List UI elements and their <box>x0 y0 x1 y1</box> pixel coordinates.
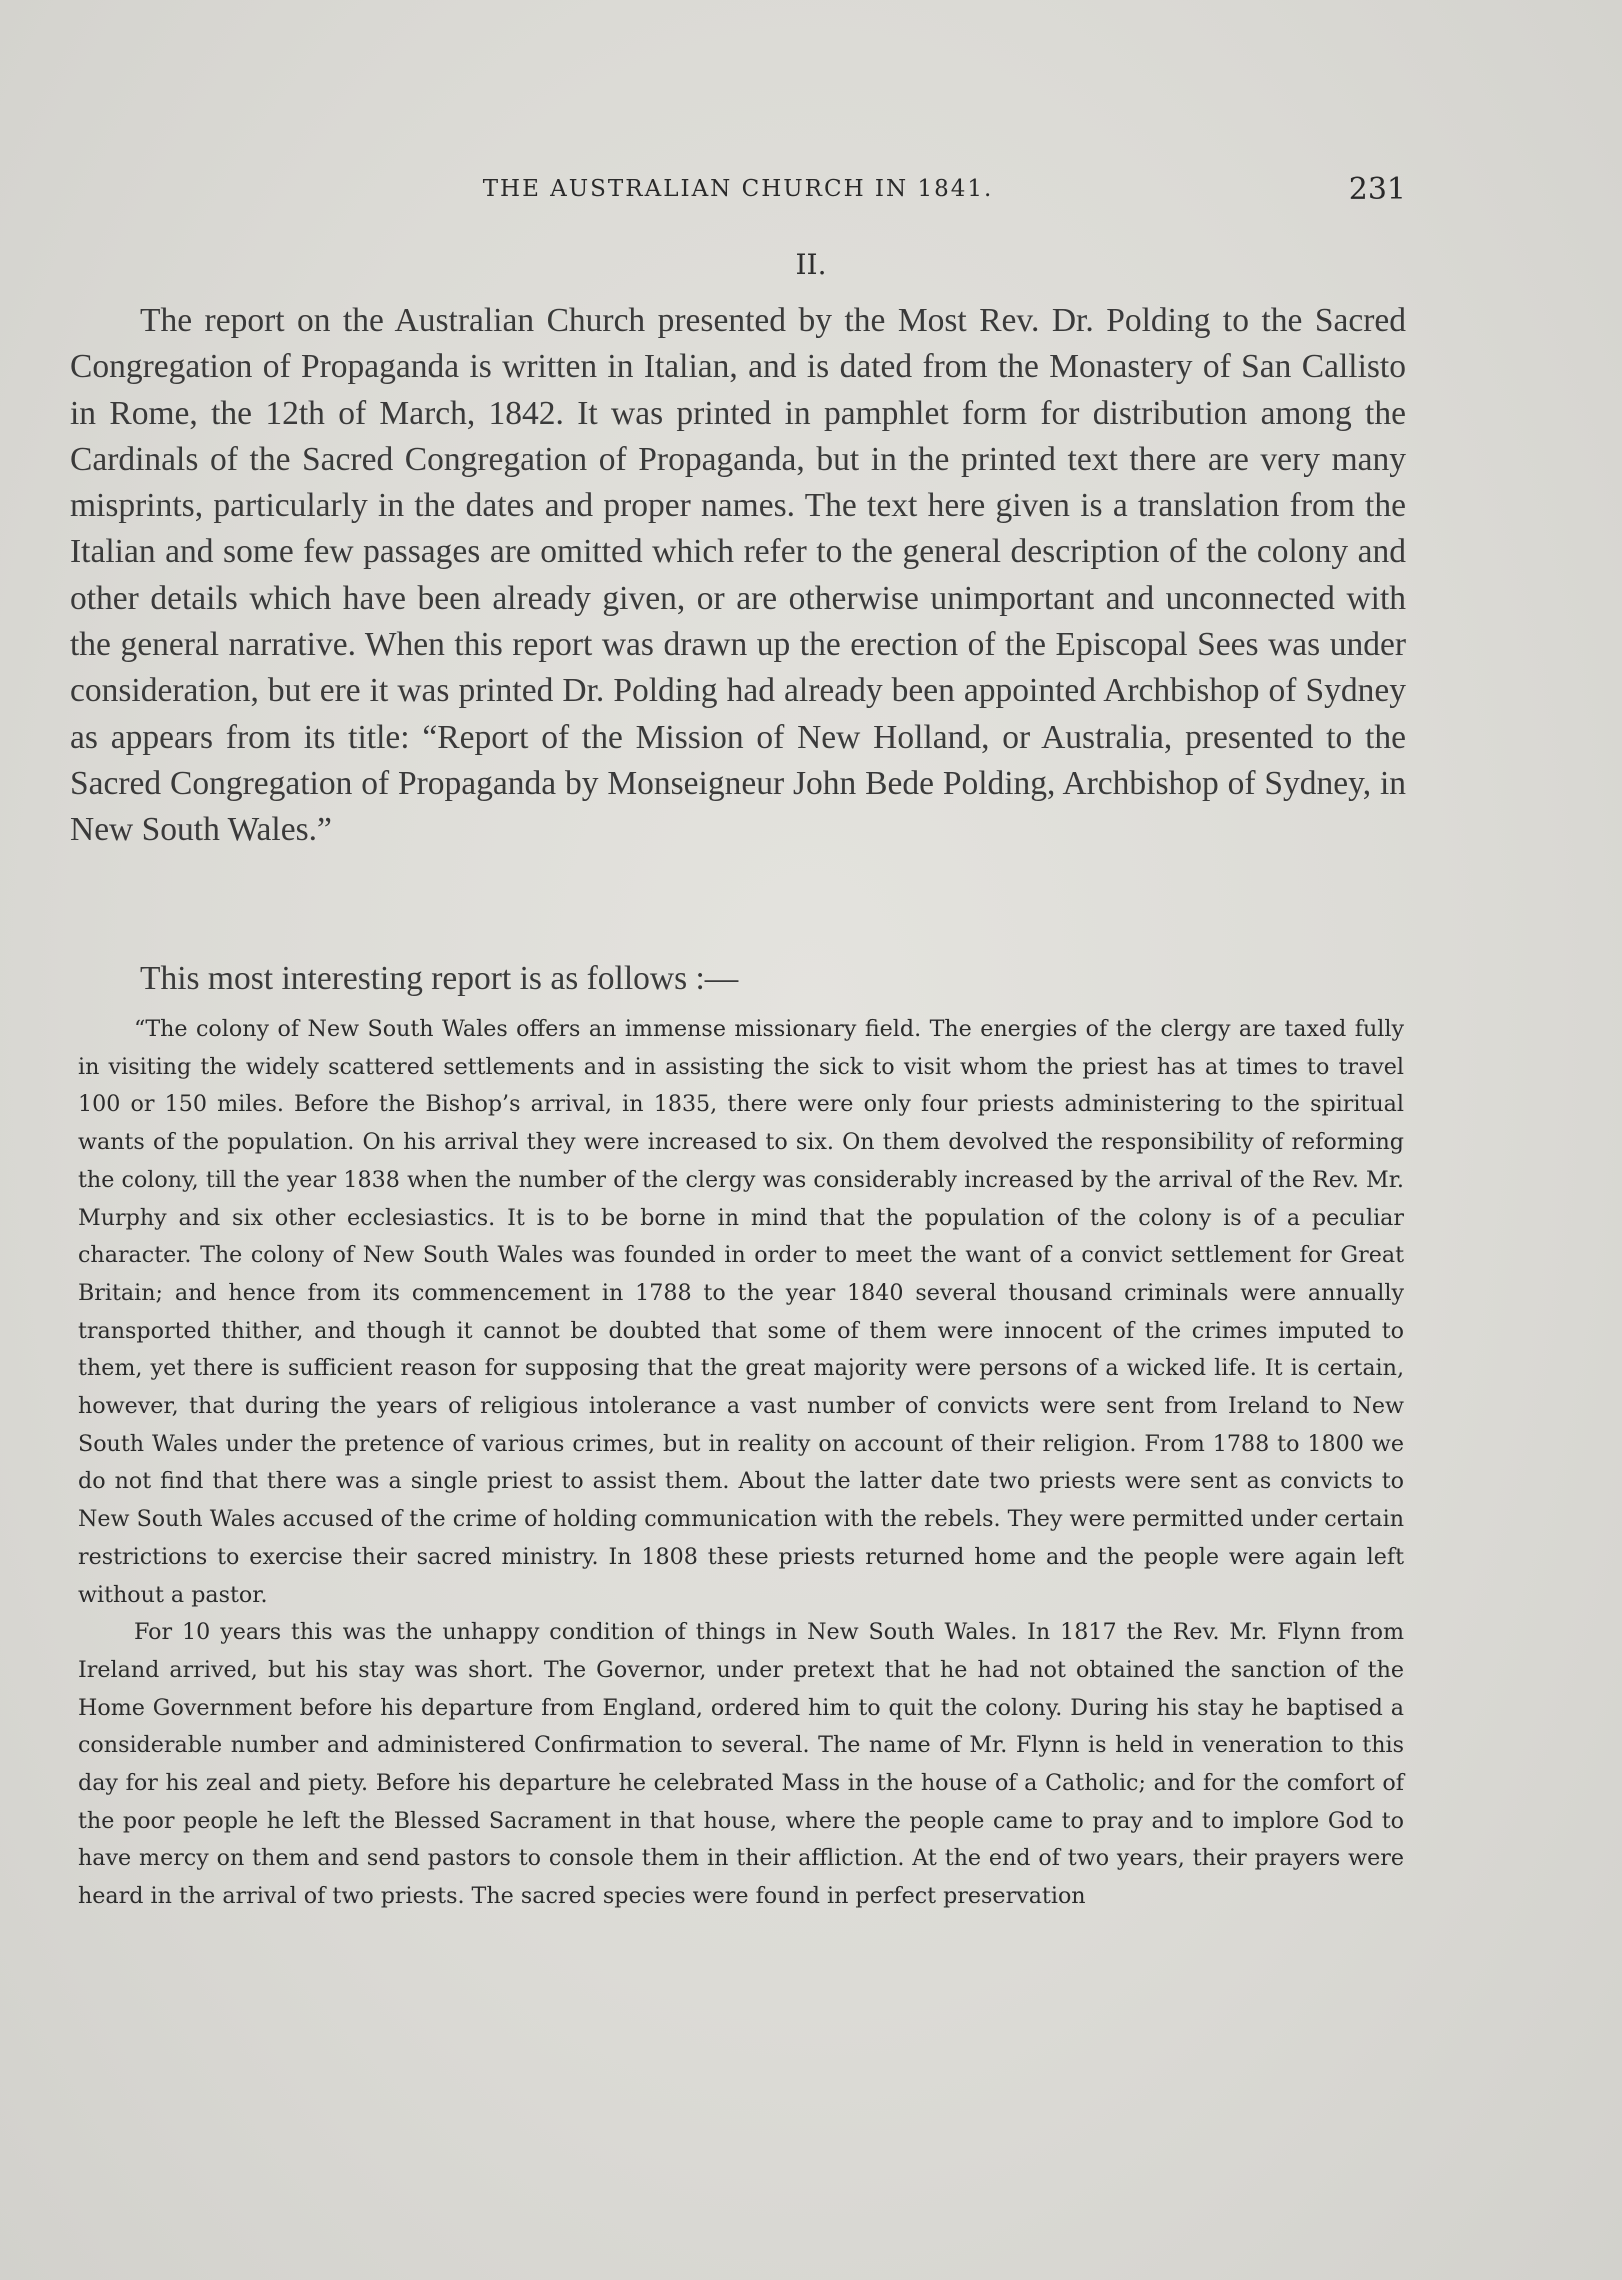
page-number: 231 <box>1348 172 1406 207</box>
running-header-title: THE AUSTRALIAN CHURCH IN 1841. <box>482 176 994 202</box>
intro-paragraph: The report on the Australian Church presented by the Most Rev. Dr. Polding to the Sacred Congregation of Propaganda is written in Italian, and is dated from the Monastery of San Callisto in Rome, the 12th of March, 1842. It was printed in pamphlet form for distribution among the Cardinals of the Sacred Congregation of Propaganda, but in the printed text there are very many misprints, particularly in the dates and proper names. The text here given is a translation from the Italian and some few passages are omitted which refer to the general description of the colony and other details which have been already given, or are otherwise unimportant and unconnected with the general narrative. When this report was drawn up the erection of the Episcopal Sees was under consideration, but ere it was printed Dr. Polding had already been appointed Archbishop of Sydney as appears from its title: “Report of the Mission of New Holland, or Australia, presented to the Sacred Congregation of Propaganda by Monseigneur John Bede Polding, Archbishop of Sydney, in New South Wales.” <box>70 302 1406 849</box>
report-lead-in: This most interesting report is as follows :— <box>140 960 739 997</box>
section-numeral: II. <box>795 248 827 281</box>
quoted-report <box>78 1011 1404 1916</box>
quoted-paragraph-1: “The colony of New South Wales offers an immense missionary field. The energies of the clergy are taxed fully in visiting the widely scattered settlements and in assisting the sick to visit whom the priest has at times to travel 100 or 150 miles. Before the Bishop’s arrival, in 1835, there were only four priests administering to the spiritual wants of the population. On his arrival they were increased to six. On them devolved the responsibility of reforming the colony, till the year 1838 when the number of the clergy was considerably increased by the arrival of the Rev. Mr. Murphy and six other ecclesiastics. It is to be borne in mind that the population of the colony is of a peculiar character. The colony of New South Wales was founded in order to meet the want of a convict settlement for Great Britain; and hence from its commencement in 1788 to the year 1840 several thousand criminals were annually transported thither, and though it cannot be doubted that some of them were innocent of the crimes imputed to them, yet there is sufficient reason for supposing that the great majority were persons of a wicked life. It is certain, however, that during the years of religious intolerance a vast number of convicts were sent from Ireland to New South Wales under the pretence of various crimes, but in reality on account of their religion. From 1788 to 1800 we do not find that there was a single priest to assist them. About the latter date two priests were sent as convicts to New South Wales accused of the crime of holding communication with the rebels. They were permitted under certain restrictions to exercise their sacred ministry. In 1808 these priests returned home and the people were again left without a pastor. <box>78 1016 1404 1608</box>
intro-text <box>70 298 1406 854</box>
quoted-paragraph-2: For 10 years this was the unhappy condition of things in New South Wales. In 1817 the Rev. Mr. Flynn from Ireland arrived, but his stay was short. The Governor, under pretext that he had not obtained the sanction of the Home Government before his departure from England, ordered him to quit the colony. During his stay he baptised a considerable number and administered Confirmation to several. The name of Mr. Flynn is held in veneration to this day for his zeal and piety. Before his departure he celebrated Mass in the house of a Catholic; and for the comfort of the poor people he left the Blessed Sacrament in that house, where the people came to pray and to implore God to have mercy on them and send pastors to console them in their affliction. At the end of two years, their prayers were heard in the arrival of two priests. The sacred species were found in perfect preservation <box>78 1619 1404 1910</box>
running-header <box>70 172 1406 212</box>
